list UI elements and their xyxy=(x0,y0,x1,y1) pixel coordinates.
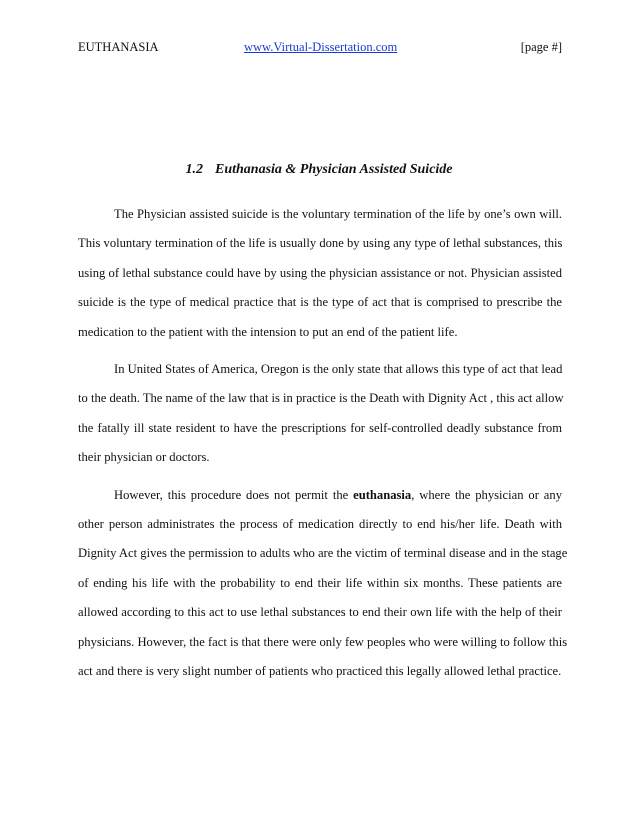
text-line: to the death. The name of the law that is in practice is the Death with Dignity Act , this act allow xyxy=(78,391,564,406)
text-fragment: , where the physician or any xyxy=(411,487,562,502)
bold-term: euthanasia xyxy=(353,487,412,502)
paragraph-3 xyxy=(78,481,568,687)
text-line: allowed according to this act to use lethal substances to end their own life with the help of their xyxy=(78,605,562,620)
text-line: using of lethal substance could have by using the physician assistance or not. Physician assisted xyxy=(78,265,562,280)
text-line: In United States of America, Oregon is the only state that allows this type of act that lead xyxy=(114,362,563,377)
text-line: suicide is the type of medical practice that is the type of act that is comprised to prescribe the xyxy=(78,295,562,310)
text-fragment: However, this procedure does not permit the xyxy=(114,487,354,502)
text-line: The Physician assisted suicide is the voluntary termination of the life by one’s own will. xyxy=(114,207,562,221)
text-line xyxy=(78,481,562,510)
text-line: physicians. However, the fact is that there were only few peoples who were willing to follow this xyxy=(78,634,568,649)
text-line: Dignity Act gives the permission to adults who are the victim of terminal disease and in the stage xyxy=(78,546,568,561)
text-line: act and there is very slight number of patients who practiced this legally allowed lethal practice. xyxy=(78,664,562,679)
text-line: the fatally ill state resident to have the prescriptions for self-controlled deadly substance from xyxy=(78,420,562,435)
text-line: their physician or doctors. xyxy=(78,450,210,465)
text-line: medication to the patient with the intension to put an end of the patient life. xyxy=(78,324,458,339)
header-page-number: [page #] xyxy=(520,40,562,54)
section-title: Euthanasia & Physician Assisted Suicide xyxy=(214,162,453,177)
section-heading xyxy=(0,162,638,178)
paragraph-1 xyxy=(78,200,562,347)
page-header xyxy=(78,40,562,56)
text-line: of ending his life with the probability to end their life within six months. These patients are xyxy=(78,575,562,590)
paragraph-2 xyxy=(78,355,562,473)
text-line: This voluntary termination of the life is usually done by using any type of lethal substances, this xyxy=(78,236,563,251)
header-website-link[interactable]: www.Virtual-Dissertation.com xyxy=(244,40,398,54)
text-line: other person administrates the process of medication directly to end his/her life. Death with xyxy=(78,517,562,532)
header-title: EUTHANASIA xyxy=(78,40,159,54)
section-number: 1.2 xyxy=(185,162,203,177)
body-text xyxy=(78,200,568,695)
